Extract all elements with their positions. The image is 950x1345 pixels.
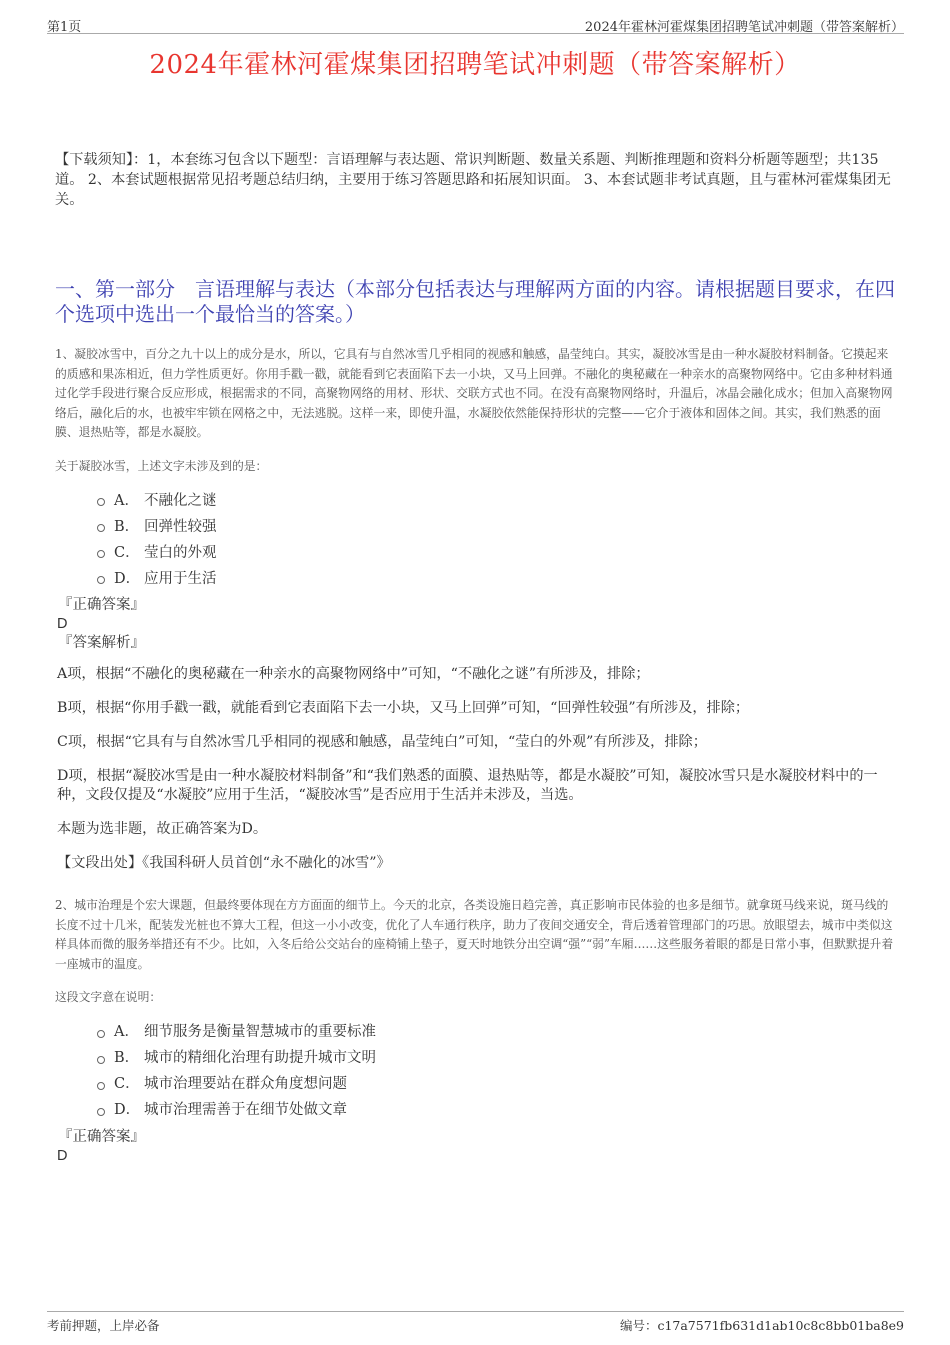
question-2-passage: 2、城市治理是个宏大课题，但最终要体现在方方面面的细节上。今天的北京，各类设施日趋完善，真正影响市民体验的也多是细节。就拿斑马线来说，斑马线的长度不过十几米，配装发光桩也不算大工程，但这一小小改变，优化了人车通行秩序，助力了夜间交通安全，背后透着管理部门的巧思。放眼望去，城市中类似这样具体而微的服务举措还有不少。比如，入冬后给公交站台的座椅铺上垫子，夏天时地铁分出空调“强”“弱”车厢……这些服务着眼的都是日常小事，但默默提升着一座城市的温度。 (55, 898, 894, 971)
analysis-paragraph: 本题为选非题，故正确答案为D。 (57, 821, 268, 837)
question-1 (55, 345, 900, 888)
question-2-option-a[interactable] (97, 1018, 900, 1044)
page-number: 第1页 (47, 20, 82, 35)
analysis-paragraph: D项，根据“凝胶冰雪是由一种水凝胶材料制备”和“我们熟悉的面膜、退热贴等，都是水凝胶”可知，凝胶冰雪只是水凝胶材料中的一种，文段仅提及“水凝胶”应用于生活，“凝胶冰雪”是否应用于生活并未涉及，当选。 (57, 768, 878, 803)
question-2-option-c[interactable] (97, 1070, 900, 1096)
option-text: 城市的精细化治理有助提升城市文明 (144, 1050, 376, 1066)
option-text: 不融化之谜 (144, 492, 217, 509)
analysis-paragraph: B项，根据“你用手戳一戳，就能看到它表面陷下去一小块，又马上回弹”可知，“回弹性较强”有所涉及，排除； (57, 700, 750, 716)
correct-answer: D (57, 1147, 68, 1164)
option-text: 城市治理要站在群众角度想问题 (144, 1076, 347, 1092)
option-text: 应用于生活 (144, 570, 217, 587)
question-1-option-a[interactable] (97, 486, 900, 512)
page-header (47, 14, 904, 34)
source-citation: 【文段出处】《我国科研人员首创“永不融化的冰雪”》 (57, 855, 391, 871)
question-1-options (55, 486, 900, 590)
analysis-paragraph: C项，根据“它具有与自然冰雪几乎相同的视感和触感，晶莹纯白”可知，“莹白的外观”有所涉及，排除； (57, 734, 707, 750)
question-2 (55, 896, 900, 1166)
radio-icon[interactable] (97, 1056, 105, 1064)
document-id: 编号：c17a7571fb631d1ab10c8c8bb01ba8e9 (619, 1318, 904, 1333)
option-text: 回弹性较强 (144, 518, 217, 535)
correct-answer-label: 『正确答案』 (58, 1128, 145, 1145)
option-text: 城市治理需善于在细节处做文章 (144, 1102, 347, 1118)
option-letter: C． (114, 1076, 140, 1092)
option-letter: D． (114, 1102, 141, 1118)
option-text: 细节服务是衡量智慧城市的重要标准 (144, 1024, 376, 1040)
radio-icon[interactable] (97, 1030, 105, 1038)
option-letter: B． (114, 1050, 140, 1066)
question-2-prompt: 这段文字意在说明： (55, 990, 162, 1004)
answer-analysis (55, 665, 900, 873)
question-1-passage: 1、凝胶冰雪中，百分之九十以上的成分是水，所以，它具有与自然冰雪几乎相同的视感和触感，晶莹纯白。其实，凝胶冰雪是由一种水凝胶材料制备。它摸起来的质感和果冻相近，但力学性质更好。你用手戳一戳，就能看到它表面陷下去一小块，又马上回弹。不融化的奥秘藏在一种亲水的高聚物网络中。它由多种材料通过化学手段进行聚合反应形成，根据需求的不同，高聚物网络的用材、形状、交联方式也不同。在没有高聚物网络时，升温后，冰晶会融化成水；但加入高聚物网络后，融化后的水，也被牢牢锁在网格之中，无法逃脱。这样一来，即使升温，水凝胶依然能保持形状的完整——它介于液体和固体之间。其实，我们熟悉的面膜、退热贴等，都是水凝胶。 (55, 347, 893, 439)
footer-slogan: 考前押题，上岸必备 (47, 1318, 160, 1333)
radio-icon[interactable] (97, 550, 105, 558)
radio-icon[interactable] (97, 1082, 105, 1090)
page-footer (47, 1311, 904, 1334)
header-doc-title: 2024年霍林河霍煤集团招聘笔试冲刺题（带答案解析） (584, 20, 904, 35)
correct-answer-label: 『正确答案』 (58, 597, 145, 613)
document-title: 2024年霍林河霍煤集团招聘笔试冲刺题（带答案解析） (149, 50, 801, 80)
option-letter: A． (114, 492, 139, 509)
question-2-options (55, 1018, 900, 1122)
option-text: 莹白的外观 (144, 544, 217, 561)
radio-icon[interactable] (97, 524, 105, 532)
option-letter: A． (114, 1024, 139, 1040)
question-1-prompt: 关于凝胶冰雪，上述文字未涉及到的是： (55, 458, 268, 473)
correct-answer: D (57, 616, 68, 632)
option-letter: C． (114, 544, 140, 561)
download-notice: 【下载须知】：1，本套练习包含以下题型：言语理解与表达题、常识判断题、数量关系题、判断推理题和资料分析题等题型；共135道。 2、本套试题根据常见招考题总结归纳，主要用于练习答题思路和拓展知识面。 3、本套试题非考试真题，且与霍林河霍煤集团无关。 (55, 152, 891, 208)
question-2-option-d[interactable] (97, 1096, 900, 1122)
question-1-option-c[interactable] (97, 538, 900, 564)
analysis-paragraph: A项，根据“不融化的奥秘藏在一种亲水的高聚物网络中”可知，“不融化之谜”有所涉及，排除； (57, 666, 650, 682)
question-2-option-b[interactable] (97, 1044, 900, 1070)
radio-icon[interactable] (97, 1108, 105, 1116)
radio-icon[interactable] (97, 498, 105, 506)
question-1-option-b[interactable] (97, 512, 900, 538)
radio-icon[interactable] (97, 576, 105, 584)
question-1-option-d[interactable] (97, 564, 900, 590)
option-letter: B． (114, 518, 140, 535)
answer-analysis-label: 『答案解析』 (58, 635, 145, 651)
section-heading: 一、第一部分 言语理解与表达（本部分包括表达与理解两方面的内容。请根据题目要求，在四个选项中选出一个最恰当的答案。） (55, 277, 895, 326)
option-letter: D． (114, 570, 141, 587)
